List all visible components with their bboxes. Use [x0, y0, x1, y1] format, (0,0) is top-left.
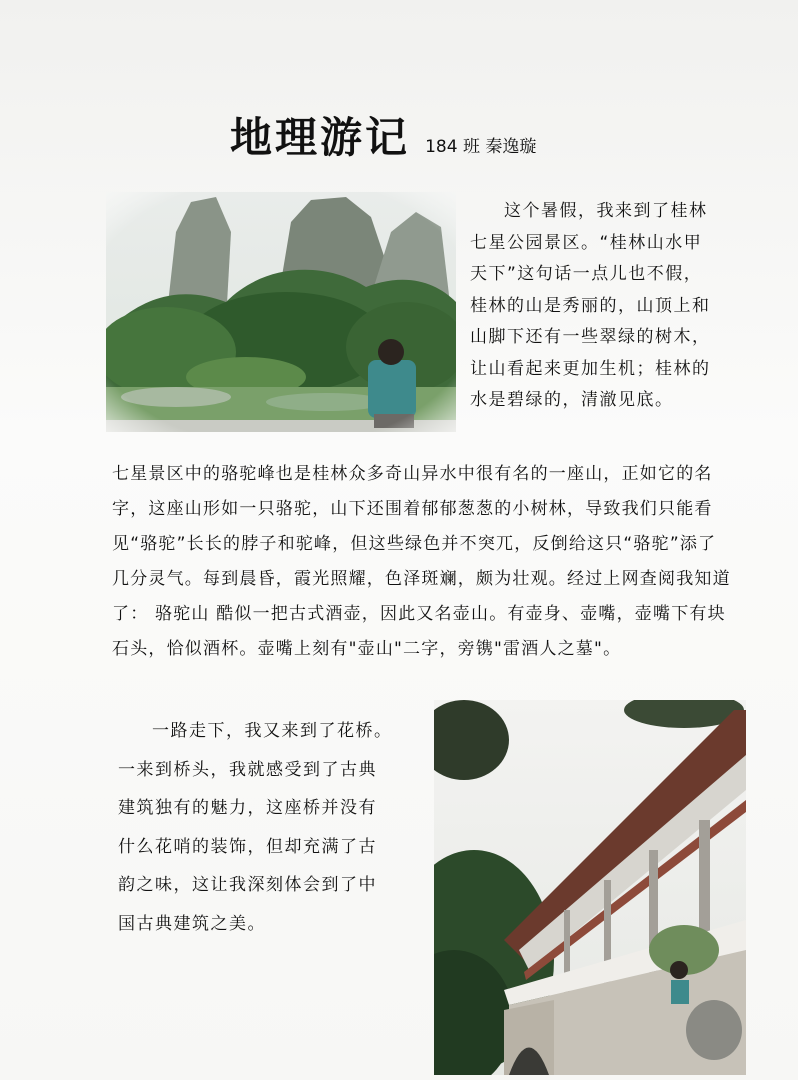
author-line: 184 班 秦逸璇	[425, 137, 537, 157]
covered-bridge-illustration	[434, 700, 746, 1075]
article-title: 地理游记	[230, 113, 411, 162]
photo-covered-bridge	[434, 700, 746, 1075]
paragraph-flower-bridge-text: 一路走下，我又来到了花桥。一来到桥头，我就感受到了古典建筑独有的魅力，这座桥并没有什么花哨的装饰，但却充满了古韵之味，这让我深刻体会到了中国古典建筑之美。	[118, 721, 393, 934]
paragraph-intro-text: 这个暑假，我来到了桂林七星公园景区。“桂林山水甲天下”这句话一点儿也不假，桂林的山是秀丽的，山顶上和山脚下还有一些翠绿的树木，让山看起来更加生机；桂林的水是碧绿的，清澈见底。	[470, 201, 711, 410]
paragraph-camel-hill-text: 七星景区中的骆驼峰也是桂林众多奇山异水中很有名的一座山，正如它的名字，这座山形如一只骆驼，山下还围着郁郁葱葱的小树林，导致我们只能看见“骆驼”长长的脖子和驼峰，但这些绿色并不突兀，反倒给这只“骆驼”添了几分灵气。每到晨昏，霞光照耀，色泽斑斓，颇为壮观。经过上网查阅我知道了： 骆驼山 酷似一把古式酒壶，因此又名壶山。有壶身、壶嘴，壶嘴下有块石头，恰似酒杯。壶嘴上刻有"壶山"二字，旁镌"雷酒人之墓"。	[112, 464, 731, 659]
photo-karst-hills-garden	[106, 192, 456, 432]
paragraph-camel-hill	[112, 457, 732, 667]
paragraph-flower-bridge	[118, 712, 393, 943]
article-header	[230, 105, 536, 165]
paragraph-intro	[470, 196, 715, 417]
karst-hills-illustration	[106, 192, 456, 432]
